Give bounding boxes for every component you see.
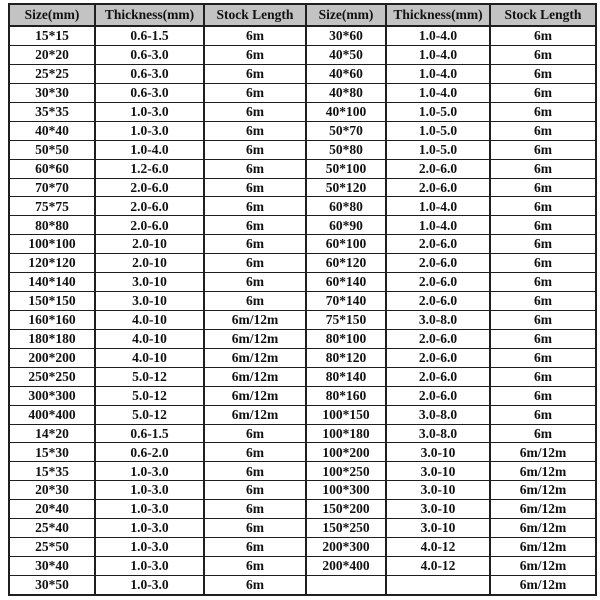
table-row: [9, 556, 596, 575]
size-cell: 40*100: [306, 102, 386, 121]
size-cell: 40*40: [9, 121, 95, 140]
size-cell: 80*80: [9, 216, 95, 235]
size-cell: 75*150: [306, 310, 386, 329]
stock-length-cell: 6m: [204, 235, 306, 254]
table-row: [9, 310, 596, 329]
stock-length-cell: 6m/12m: [490, 462, 596, 481]
thickness-cell: 3.0-10: [386, 481, 490, 500]
table-row: [9, 538, 596, 557]
table-row: [9, 443, 596, 462]
thickness-cell: 2.0-6.0: [386, 235, 490, 254]
thickness-cell: 3.0-8.0: [386, 310, 490, 329]
stock-length-cell: 6m: [490, 178, 596, 197]
size-cell: 150*150: [9, 292, 95, 311]
thickness-cell: 0.6-2.0: [95, 443, 204, 462]
stock-length-cell: 6m: [204, 519, 306, 538]
thickness-cell: 5.0-12: [95, 367, 204, 386]
thickness-cell: 2.0-6.0: [95, 178, 204, 197]
thickness-cell: 3.0-10: [386, 500, 490, 519]
thickness-cell: [386, 575, 490, 595]
size-cell: 50*120: [306, 178, 386, 197]
thickness-cell: 2.0-6.0: [386, 273, 490, 292]
stock-length-cell: 6m: [490, 424, 596, 443]
thickness-cell: 1.0-3.0: [95, 500, 204, 519]
table-row: [9, 216, 596, 235]
size-cell: 25*25: [9, 64, 95, 83]
stock-length-cell: 6m: [490, 235, 596, 254]
size-cell: 100*300: [306, 481, 386, 500]
size-cell: 140*140: [9, 273, 95, 292]
stock-length-cell: 6m: [204, 26, 306, 46]
stock-length-cell: 6m: [204, 462, 306, 481]
thickness-cell: 1.0-3.0: [95, 121, 204, 140]
thickness-cell: 0.6-3.0: [95, 64, 204, 83]
size-cell: 160*160: [9, 310, 95, 329]
table-row: [9, 197, 596, 216]
thickness-cell: 0.6-3.0: [95, 83, 204, 102]
table-row: [9, 159, 596, 178]
spec-table: [8, 3, 597, 596]
thickness-cell: 1.0-3.0: [95, 462, 204, 481]
table-row: [9, 140, 596, 159]
size-cell: [306, 575, 386, 595]
size-cell: 300*300: [9, 386, 95, 405]
table-row: [9, 519, 596, 538]
stock-length-cell: 6m: [490, 273, 596, 292]
stock-length-cell: 6m: [490, 64, 596, 83]
table-row: [9, 121, 596, 140]
size-cell: 30*30: [9, 83, 95, 102]
spec-table-container: [8, 3, 597, 596]
table-row: [9, 102, 596, 121]
size-cell: 70*70: [9, 178, 95, 197]
size-cell: 30*60: [306, 26, 386, 46]
table-row: [9, 386, 596, 405]
thickness-cell: 1.0-3.0: [95, 575, 204, 595]
header-thickness-right: Thickness(mm): [386, 4, 490, 26]
table-row: [9, 481, 596, 500]
thickness-cell: 1.0-3.0: [95, 519, 204, 538]
table-row: [9, 405, 596, 424]
thickness-cell: 3.0-10: [386, 443, 490, 462]
stock-length-cell: 6m/12m: [204, 405, 306, 424]
stock-length-cell: 6m/12m: [204, 310, 306, 329]
size-cell: 60*80: [306, 197, 386, 216]
size-cell: 50*50: [9, 140, 95, 159]
thickness-cell: 4.0-12: [386, 556, 490, 575]
thickness-cell: 4.0-10: [95, 348, 204, 367]
thickness-cell: 3.0-8.0: [386, 424, 490, 443]
stock-length-cell: 6m/12m: [490, 575, 596, 595]
stock-length-cell: 6m: [490, 386, 596, 405]
header-row: [9, 4, 596, 26]
size-cell: 15*15: [9, 26, 95, 46]
header-size-right: Size(mm): [306, 4, 386, 26]
stock-length-cell: 6m: [204, 481, 306, 500]
size-cell: 60*90: [306, 216, 386, 235]
header-stock-left: Stock Length: [204, 4, 306, 26]
stock-length-cell: 6m: [204, 121, 306, 140]
size-cell: 60*60: [9, 159, 95, 178]
thickness-cell: 0.6-1.5: [95, 26, 204, 46]
thickness-cell: 5.0-12: [95, 386, 204, 405]
table-row: [9, 46, 596, 65]
stock-length-cell: 6m: [204, 254, 306, 273]
thickness-cell: 0.6-1.5: [95, 424, 204, 443]
stock-length-cell: 6m: [490, 102, 596, 121]
stock-length-cell: 6m/12m: [490, 538, 596, 557]
table-row: [9, 235, 596, 254]
thickness-cell: 2.0-10: [95, 254, 204, 273]
table-row: [9, 575, 596, 595]
size-cell: 150*250: [306, 519, 386, 538]
stock-length-cell: 6m: [204, 556, 306, 575]
size-cell: 40*80: [306, 83, 386, 102]
thickness-cell: 1.0-3.0: [95, 481, 204, 500]
thickness-cell: 1.0-3.0: [95, 102, 204, 121]
size-cell: 15*30: [9, 443, 95, 462]
table-row: [9, 178, 596, 197]
thickness-cell: 3.0-10: [95, 292, 204, 311]
size-cell: 25*40: [9, 519, 95, 538]
size-cell: 80*140: [306, 367, 386, 386]
stock-length-cell: 6m: [490, 197, 596, 216]
thickness-cell: 3.0-10: [386, 462, 490, 481]
thickness-cell: 2.0-6.0: [386, 348, 490, 367]
table-row: [9, 254, 596, 273]
thickness-cell: 1.0-4.0: [386, 26, 490, 46]
thickness-cell: 1.0-4.0: [386, 83, 490, 102]
thickness-cell: 2.0-10: [95, 235, 204, 254]
thickness-cell: 2.0-6.0: [386, 386, 490, 405]
stock-length-cell: 6m: [204, 292, 306, 311]
thickness-cell: 1.0-5.0: [386, 140, 490, 159]
table-body: [9, 26, 596, 595]
stock-length-cell: 6m: [204, 500, 306, 519]
stock-length-cell: 6m: [204, 197, 306, 216]
stock-length-cell: 6m: [204, 575, 306, 595]
table-row: [9, 292, 596, 311]
stock-length-cell: 6m: [204, 140, 306, 159]
stock-length-cell: 6m: [490, 140, 596, 159]
stock-length-cell: 6m: [490, 83, 596, 102]
header-stock-right: Stock Length: [490, 4, 596, 26]
table-row: [9, 462, 596, 481]
size-cell: 20*40: [9, 500, 95, 519]
stock-length-cell: 6m: [490, 159, 596, 178]
thickness-cell: 2.0-6.0: [386, 159, 490, 178]
stock-length-cell: 6m: [490, 310, 596, 329]
thickness-cell: 1.0-5.0: [386, 121, 490, 140]
size-cell: 60*140: [306, 273, 386, 292]
size-cell: 250*250: [9, 367, 95, 386]
stock-length-cell: 6m: [490, 216, 596, 235]
thickness-cell: 2.0-6.0: [386, 292, 490, 311]
thickness-cell: 2.0-6.0: [386, 367, 490, 386]
stock-length-cell: 6m/12m: [490, 556, 596, 575]
size-cell: 200*300: [306, 538, 386, 557]
stock-length-cell: 6m: [490, 405, 596, 424]
stock-length-cell: 6m/12m: [204, 329, 306, 348]
size-cell: 70*140: [306, 292, 386, 311]
thickness-cell: 2.0-6.0: [386, 254, 490, 273]
size-cell: 100*200: [306, 443, 386, 462]
size-cell: 35*35: [9, 102, 95, 121]
thickness-cell: 4.0-10: [95, 310, 204, 329]
stock-length-cell: 6m/12m: [204, 367, 306, 386]
table-row: [9, 26, 596, 46]
size-cell: 200*400: [306, 556, 386, 575]
size-cell: 120*120: [9, 254, 95, 273]
size-cell: 100*250: [306, 462, 386, 481]
stock-length-cell: 6m/12m: [204, 386, 306, 405]
table-row: [9, 83, 596, 102]
thickness-cell: 1.0-4.0: [386, 64, 490, 83]
size-cell: 80*160: [306, 386, 386, 405]
thickness-cell: 1.0-5.0: [386, 102, 490, 121]
header-size-left: Size(mm): [9, 4, 95, 26]
size-cell: 14*20: [9, 424, 95, 443]
size-cell: 100*150: [306, 405, 386, 424]
size-cell: 400*400: [9, 405, 95, 424]
size-cell: 50*80: [306, 140, 386, 159]
size-cell: 75*75: [9, 197, 95, 216]
size-cell: 180*180: [9, 329, 95, 348]
stock-length-cell: 6m: [204, 102, 306, 121]
stock-length-cell: 6m/12m: [490, 500, 596, 519]
thickness-cell: 1.0-4.0: [386, 197, 490, 216]
stock-length-cell: 6m: [204, 538, 306, 557]
size-cell: 20*20: [9, 46, 95, 65]
stock-length-cell: 6m/12m: [490, 443, 596, 462]
table-row: [9, 367, 596, 386]
stock-length-cell: 6m: [490, 292, 596, 311]
stock-length-cell: 6m: [204, 443, 306, 462]
thickness-cell: 0.6-3.0: [95, 46, 204, 65]
size-cell: 50*70: [306, 121, 386, 140]
size-cell: 100*180: [306, 424, 386, 443]
stock-length-cell: 6m: [204, 83, 306, 102]
stock-length-cell: 6m: [204, 64, 306, 83]
thickness-cell: 4.0-12: [386, 538, 490, 557]
table-row: [9, 64, 596, 83]
table-row: [9, 329, 596, 348]
size-cell: 60*100: [306, 235, 386, 254]
table-row: [9, 424, 596, 443]
stock-length-cell: 6m: [204, 159, 306, 178]
thickness-cell: 1.0-4.0: [386, 216, 490, 235]
thickness-cell: 5.0-12: [95, 405, 204, 424]
thickness-cell: 2.0-6.0: [95, 197, 204, 216]
thickness-cell: 1.0-4.0: [386, 46, 490, 65]
thickness-cell: 1.2-6.0: [95, 159, 204, 178]
stock-length-cell: 6m: [490, 348, 596, 367]
size-cell: 40*60: [306, 64, 386, 83]
stock-length-cell: 6m/12m: [490, 519, 596, 538]
size-cell: 50*100: [306, 159, 386, 178]
size-cell: 150*200: [306, 500, 386, 519]
stock-length-cell: 6m/12m: [490, 481, 596, 500]
stock-length-cell: 6m: [490, 46, 596, 65]
size-cell: 60*120: [306, 254, 386, 273]
size-cell: 25*50: [9, 538, 95, 557]
stock-length-cell: 6m: [204, 273, 306, 292]
stock-length-cell: 6m: [490, 254, 596, 273]
stock-length-cell: 6m: [204, 424, 306, 443]
table-row: [9, 273, 596, 292]
size-cell: 15*35: [9, 462, 95, 481]
thickness-cell: 4.0-10: [95, 329, 204, 348]
stock-length-cell: 6m: [204, 178, 306, 197]
size-cell: 20*30: [9, 481, 95, 500]
stock-length-cell: 6m: [204, 46, 306, 65]
size-cell: 30*40: [9, 556, 95, 575]
thickness-cell: 1.0-3.0: [95, 538, 204, 557]
header-thickness-left: Thickness(mm): [95, 4, 204, 26]
thickness-cell: 2.0-6.0: [386, 329, 490, 348]
size-cell: 100*100: [9, 235, 95, 254]
stock-length-cell: 6m: [490, 26, 596, 46]
size-cell: 30*50: [9, 575, 95, 595]
thickness-cell: 2.0-6.0: [386, 178, 490, 197]
size-cell: 80*120: [306, 348, 386, 367]
stock-length-cell: 6m: [204, 216, 306, 235]
stock-length-cell: 6m: [490, 329, 596, 348]
size-cell: 40*50: [306, 46, 386, 65]
thickness-cell: 3.0-10: [386, 519, 490, 538]
thickness-cell: 3.0-8.0: [386, 405, 490, 424]
table-header: [9, 4, 596, 26]
stock-length-cell: 6m: [490, 367, 596, 386]
stock-length-cell: 6m/12m: [204, 348, 306, 367]
table-row: [9, 500, 596, 519]
thickness-cell: 3.0-10: [95, 273, 204, 292]
thickness-cell: 2.0-6.0: [95, 216, 204, 235]
thickness-cell: 1.0-3.0: [95, 556, 204, 575]
table-row: [9, 348, 596, 367]
thickness-cell: 1.0-4.0: [95, 140, 204, 159]
size-cell: 200*200: [9, 348, 95, 367]
stock-length-cell: 6m: [490, 121, 596, 140]
size-cell: 80*100: [306, 329, 386, 348]
